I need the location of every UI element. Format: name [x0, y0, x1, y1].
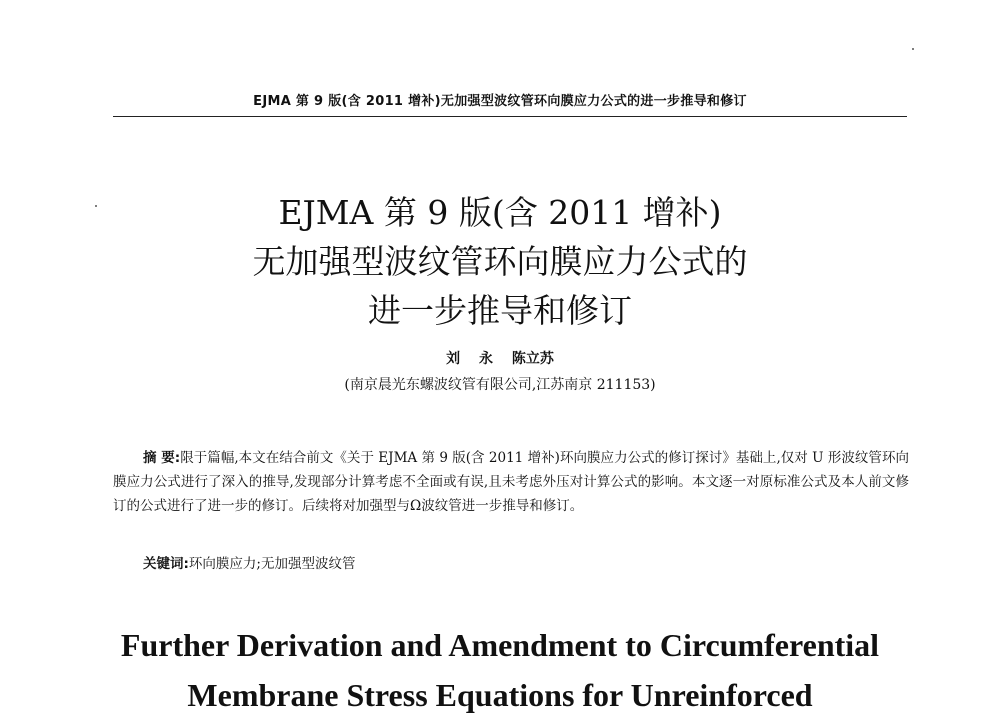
english-title-line-1: Further Derivation and Amendment to Circumferential	[120, 627, 880, 663]
abstract-text: 限于篇幅,本文在结合前文《关于 EJMA 第 9 版(含 2011 增补)环向膜应力公式的修订探讨》基础上,仅对 U 形波纹管环向膜应力公式进行了深入的推导,发现部分计算考虑不全面或有误,且未考虑外压对计算公式的影响。本文逐一对原标准公式及本人前文修订的公式进行了进一步的修订。后续将对加强型与Ω波纹管进一步推导和修订。	[113, 450, 909, 514]
scan-speck	[912, 48, 914, 50]
abstract	[113, 446, 909, 518]
chinese-title-line-2: 无加强型波纹管环向膜应力公式的	[252, 242, 748, 281]
abstract-paragraph	[113, 446, 909, 518]
chinese-title-line-3: 进一步推导和修订	[368, 291, 632, 330]
chinese-title	[0, 188, 1000, 335]
abstract-label: 摘 要:	[143, 450, 181, 466]
english-title-line-2: Membrane Stress Equations for Unreinforced	[187, 677, 813, 713]
keywords-label: 关键词:	[143, 556, 189, 572]
keywords-text: 环向膜应力;无加强型波纹管	[188, 556, 356, 572]
chinese-title-line-1: EJMA 第 9 版(含 2011 增补)	[278, 193, 722, 232]
authors: 刘 永 陈立苏	[446, 351, 554, 367]
english-title	[0, 620, 1000, 720]
scan-speck	[95, 205, 97, 207]
affiliation: (南京晨光东螺波纹管有限公司,江苏南京 211153)	[344, 377, 656, 393]
running-header: EJMA 第 9 版(含 2011 增补)无加强型波纹管环向膜应力公式的进一步推导和修订	[253, 94, 747, 109]
header-rule	[113, 116, 907, 117]
keywords	[143, 552, 355, 572]
